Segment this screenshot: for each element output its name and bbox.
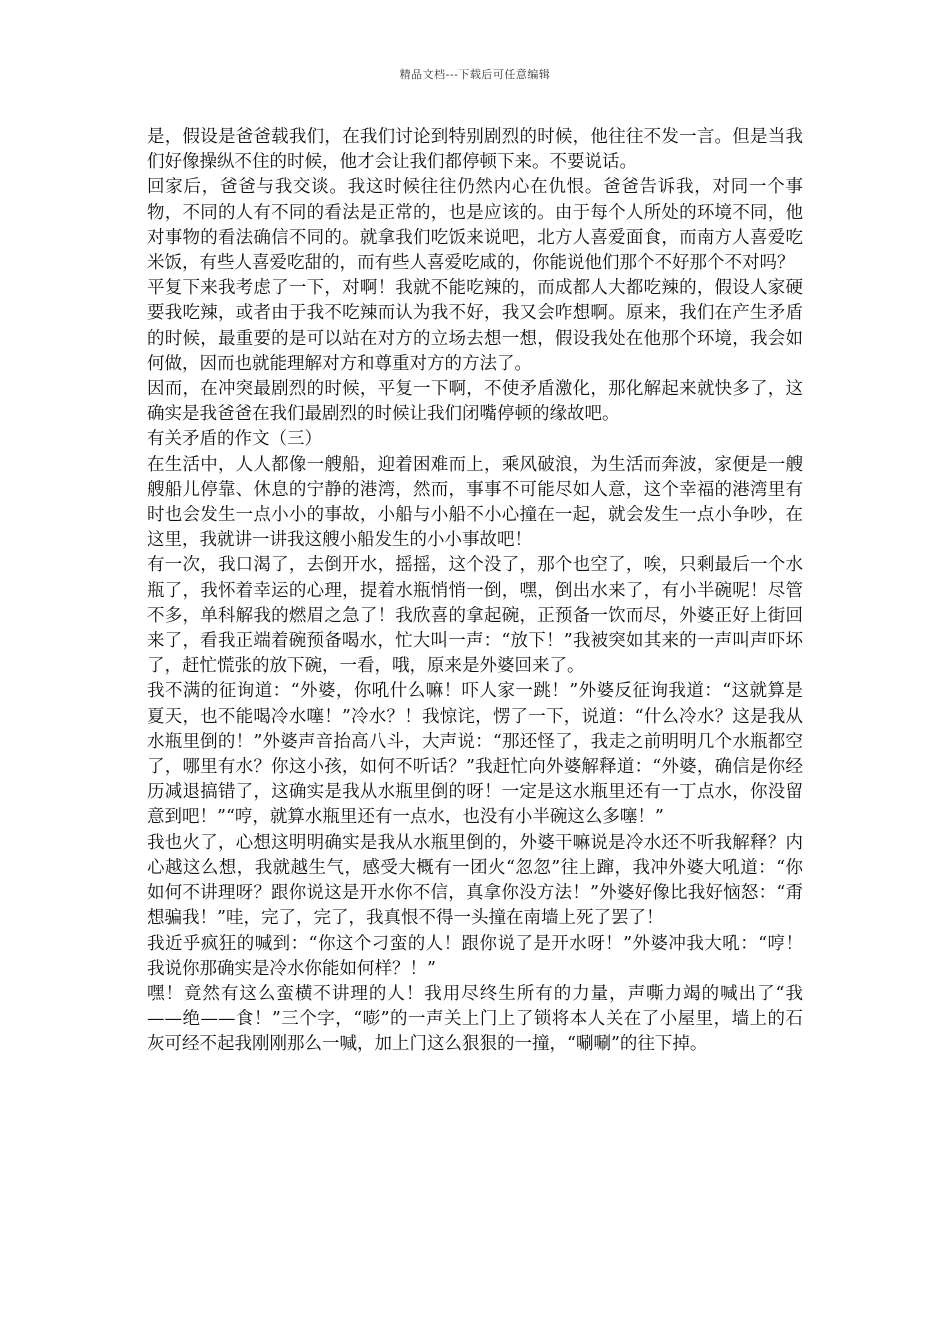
paragraph-6: 有一次，我口渴了，去倒开水，摇摇，这个没了，那个也空了，唉，只剩最后一个水瓶了，我怀着幸运的心理，提着水瓶悄悄一倒，嘿，倒出水来了，有小半碗呢！尽管不多，单科解我的燃眉之急了！我欣喜的拿起碗，正预备一饮而尽，外婆正好上街回来了，看我正端着碗预备喝水，忙大叫一声：“放下！”我被突如其来的一声叫声吓坏了，赶忙慌张的放下碗，一看，哦，原来是外婆回来了。 (147, 555, 803, 677)
paragraph-5: 在生活中，人人都像一艘船，迎着困难而上，乘风破浪，为生活而奔波，家便是一艘艘船儿停靠、休息的宁静的港湾，然而，事事不可能尽如人意，这个幸福的港湾里有时也会发生一点小小的事故，小船与小船不小心撞在一起，就会发生一点小争吵，在这里，我就讲一讲我这艘小船发生的小小事故吧！ (147, 454, 803, 551)
section-title: 有关矛盾的作文（三） (147, 429, 322, 450)
paragraph-8: 我也火了，心想这明明确实是我从水瓶里倒的，外婆干嘛说是冷水还不听我解释？内心越这么想，我就越生气，感受大概有一团火“忽忽”往上蹿，我冲外婆大吼道：“你如何不讲理呀？跟你说这是开水你不信，真拿你没方法！”外婆好像比我好恼怒：“甭想骗我！”哇，完了，完了，我真恨不得一头撞在南墙上死了罢了！ (147, 832, 803, 929)
page-header: 精品文档---下载后可任意编辑 (399, 68, 551, 81)
paragraph-9: 我近乎疯狂的喊到：“你这个刁蛮的人！跟你说了是开水呀！”外婆冲我大吼：“哼！我说你那确实是冷水你能如何样？！” (147, 933, 803, 979)
paragraph-4: 因而，在冲突最剧烈的时候，平复一下啊，不使矛盾激化，那化解起来就快多了，这确实是我爸爸在我们最剧烈的时候让我们闭嘴停顿的缘故吧。 (147, 379, 803, 425)
paragraph-10: 嘿！竟然有这么蛮横不讲理的人！我用尽终生所有的力量，声嘶力竭的喊出了“我——绝——食！”三个字，“嘭”的一声关上门上了锁将本人关在了小屋里，墙上的石灰可经不起我刚刚那么一喊，加上门这么狠狠的一撞，“唰唰”的往下掉。 (147, 983, 803, 1055)
paragraph-2: 回家后，爸爸与我交谈。我这时候往往仍然内心在仇恨。爸爸告诉我，对同一个事物，不同的人有不同的看法是正常的，也是应该的。由于每个人所处的环境不同，他对事物的看法确信不同的。就拿我们吃饭来说吧，北方人喜爱面食，而南方人喜爱吃米饭，有些人喜爱吃甜的，而有些人喜爱吃咸的，你能说他们那个不好那个不对吗？ (147, 177, 803, 274)
paragraph-7: 我不满的征询道：“外婆，你吼什么嘛！吓人家一跳！”外婆反征询我道：“这就算是夏天，也不能喝冷水噻！”冷水？！我惊诧，愣了一下，说道：“什么冷水？这是我从水瓶里倒的！”外婆声音抬高八斗，大声说：“那还怪了，我走之前明明几个水瓶都空了，哪里有水？你这小孩，如何不听话？”我赶忙向外婆解释道：“外婆，确信是你经历减退搞错了，这确实是我从水瓶里倒的呀！一定是这水瓶里还有一丁点水，你没留意到吧！”“哼，就算水瓶里还有一点水，也没有小半碗这么多噻！” (147, 681, 803, 828)
document-body (147, 125, 803, 1058)
paragraph-1: 是，假设是爸爸载我们，在我们讨论到特别剧烈的时候，他往往不发一言。但是当我们好像操纵不住的时候，他才会让我们都停顿下来。不要说话。 (147, 127, 803, 173)
paragraph-3: 平复下来我考虑了一下，对啊！我就不能吃辣的，而成都人大都吃辣的，假设人家硬要我吃辣，或者由于我不吃辣而认为我不好，我又会咋想啊。原来，我们在产生矛盾的时候，最重要的是可以站在对方的立场去想一想，假设我处在他那个环境，我会如何做，因而也就能理解对方和尊重对方的方法了。 (147, 278, 803, 374)
